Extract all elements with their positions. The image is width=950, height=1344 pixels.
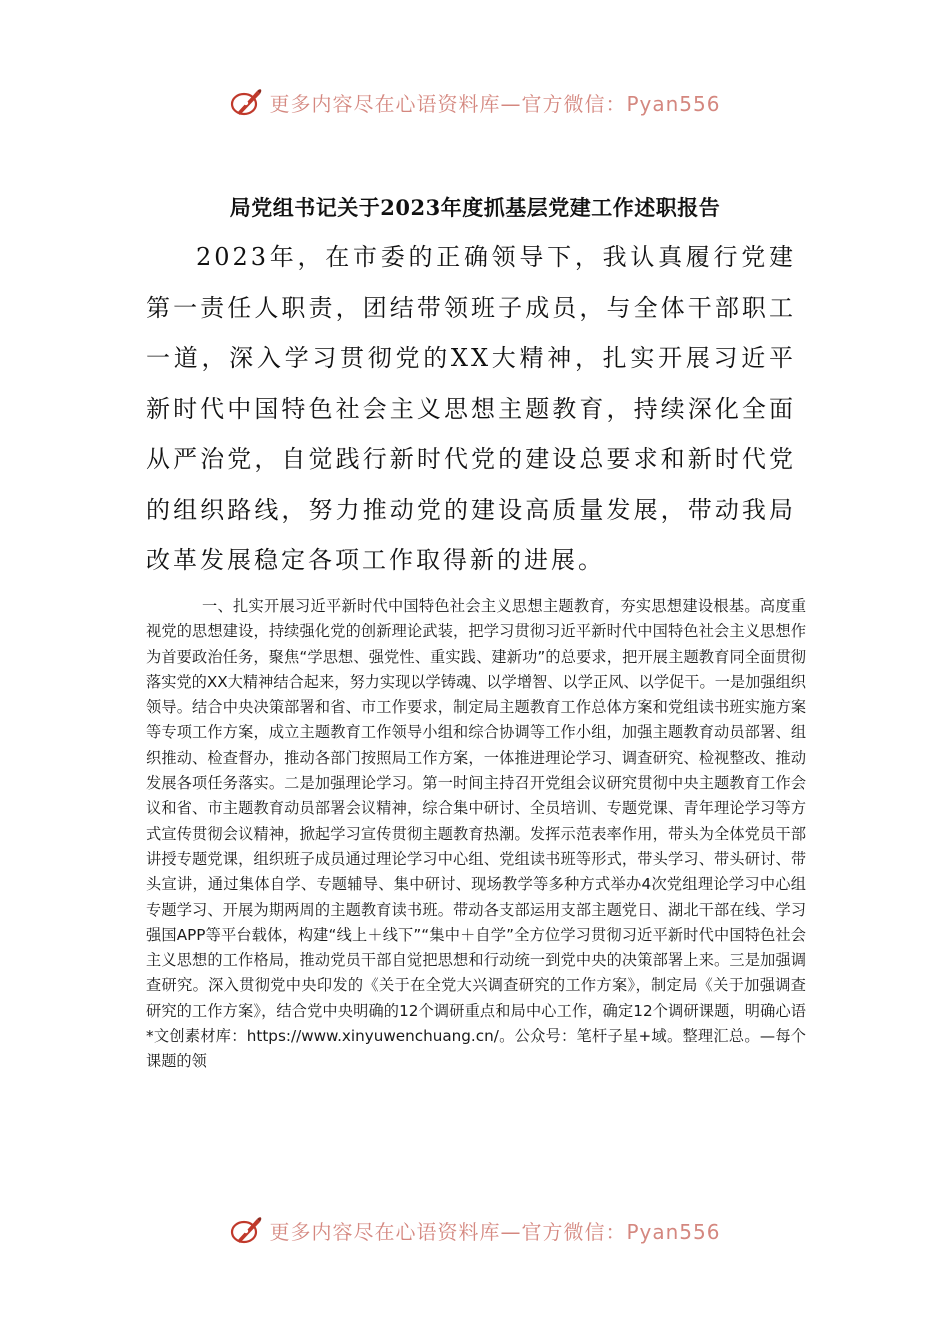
- quill-pen-logo-icon: [229, 1213, 263, 1247]
- watermark-text: 更多内容尽在心语资料库—官方微信：Pyan556: [269, 91, 721, 116]
- quill-pen-logo-icon: [229, 85, 263, 119]
- watermark-text: 更多内容尽在心语资料库—官方微信：Pyan556: [269, 1219, 721, 1244]
- intro-paragraph: 2023年，在市委的正确领导下，我认真履行党建第一责任人职责，团结带领班子成员，与全体干部职工一道，深入学习贯彻党的XX大精神，扎实开展习近平新时代中国特色社会主义思想主题教育，持续深化全面从严治党，自觉践行新时代党的建设总要求和新时代党的组织路线，努力推动党的建设高质量发展，带动我局改革发展稳定各项工作取得新的进展。: [146, 243, 796, 574]
- watermark-banner-bottom: [0, 1210, 950, 1250]
- body-paragraph: 一、扎实开展习近平新时代中国特色社会主义思想主题教育，夯实思想建设根基。高度重视党的思想建设，持续强化党的创新理论武装，把学习贯彻习近平新时代中国特色社会主义思想作为首要政治任务，聚焦“学思想、强党性、重实践、建新功”的总要求，把开展主题教育同全面贯彻落实党的XX大精神结合起来，努力实现以学铸魂、以学增智、以学正风、以学促干。一是加强组织领导。结合中央决策部署和省、市工作要求，制定局主题教育工作总体方案和党组读书班实施方案等专项工作方案，成立主题教育工作领导小组和综合协调等工作小组，加强主题教育动员部署、组织推动、检查督办，推动各部门按照局工作方案，一体推进理论学习、调查研究、检视整改、推动发展各项任务落实。二是加强理论学习。第一时间主持召开党组会议研究贯彻中央主题教育工作会议和省、市主题教育动员部署会议精神，综合集中研讨、全员培训、专题党课、青年理论学习等方式宣传贯彻会议精神，掀起学习宣传贯彻主题教育热潮。发挥示范表率作用，带头为全体党员干部讲授专题党课，组织班子成员通过理论学习中心组、党组读书班等形式，带头学习、带头研讨、带头宣讲，通过集体自学、专题辅导、集中研讨、现场教学等多种方式举办4次党组理论学习中心组专题学习、开展为期两周的主题教育读书班。带动各支部运用支部主题党日、湖北干部在线、学习强国APP等平台载体，构建“线上＋线下”“集中＋自学”全方位学习贯彻习近平新时代中国特色社会主义思想的工作格局，推动党员干部自觉把思想和行动统一到党中央的决策部署上来。三是加强调查研究。深入贯彻党中央印发的《关于在全党大兴调查研究的工作方案》，制定局《关于加强调查研究的工作方案》，结合党中央明确的12个调研重点和局中心工作，确定12个调研课题，明确心语*文创素材库：https://www.xinyuwenchuang.cn/。公众号：笔杆子星+域。整理汇总。—每个课题的领: [146, 597, 806, 1071]
- document-title: 局党组书记关于2023年度抓基层党建工作述职报告: [229, 195, 721, 221]
- watermark-banner-top: [0, 82, 950, 122]
